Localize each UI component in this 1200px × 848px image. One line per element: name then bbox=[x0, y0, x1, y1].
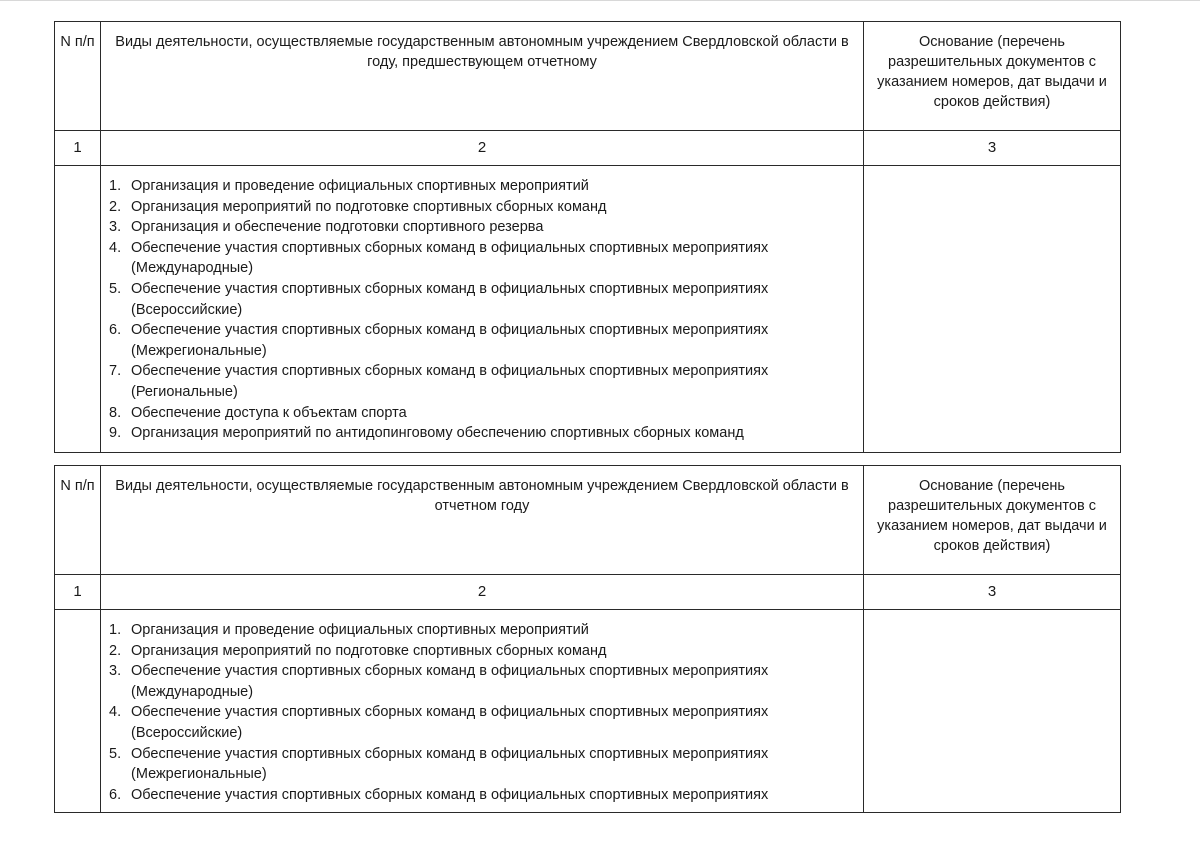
item-number: 5. bbox=[109, 745, 122, 762]
list-item bbox=[107, 217, 855, 238]
item-number: 1. bbox=[109, 622, 122, 638]
item-text: Обеспечение участия спортивных сборных команд в официальных спортивных мероприятиях (Всероссийские) bbox=[131, 280, 769, 318]
column-number-row bbox=[55, 575, 1121, 610]
list-item bbox=[107, 423, 855, 444]
item-text: Обеспечение доступа к объектам спорта bbox=[131, 404, 407, 421]
header-activities: Виды деятельности, осуществляемые государственным автономным учреждением Свердловской области в отчетном году bbox=[101, 466, 864, 575]
column-number-row bbox=[55, 131, 1121, 166]
table-row bbox=[55, 610, 1121, 813]
list-item bbox=[107, 661, 855, 702]
item-number: 7. bbox=[109, 363, 122, 380]
item-number: 2. bbox=[109, 198, 122, 215]
column-number: 3 bbox=[864, 575, 1121, 610]
list-item bbox=[107, 641, 855, 662]
list-item bbox=[107, 702, 855, 743]
list-item bbox=[107, 197, 855, 218]
item-text: Организация мероприятий по антидопинговому обеспечению спортивных сборных команд bbox=[131, 425, 744, 442]
item-number: 6. bbox=[109, 322, 122, 339]
item-text: Организация и проведение официальных спортивных мероприятий bbox=[131, 178, 589, 194]
item-text: Организация мероприятий по подготовке спортивных сборных команд bbox=[131, 198, 607, 215]
list-item bbox=[107, 238, 855, 279]
column-number: 1 bbox=[55, 575, 101, 610]
item-number: 6. bbox=[109, 786, 122, 803]
item-text: Обеспечение участия спортивных сборных команд в официальных спортивных мероприятиях bbox=[131, 786, 769, 803]
column-number: 2 bbox=[101, 131, 864, 166]
column-number: 2 bbox=[101, 575, 864, 610]
item-text: Обеспечение участия спортивных сборных команд в официальных спортивных мероприятиях (Международные) bbox=[131, 239, 769, 277]
basis-cell-empty bbox=[864, 610, 1121, 813]
list-item bbox=[107, 785, 855, 806]
item-text: Обеспечение участия спортивных сборных команд в официальных спортивных мероприятиях (Межрегиональные) bbox=[131, 745, 769, 783]
column-number: 3 bbox=[864, 131, 1121, 166]
item-text: Обеспечение участия спортивных сборных команд в официальных спортивных мероприятиях (Региональные) bbox=[131, 363, 769, 400]
column-number: 1 bbox=[55, 131, 101, 166]
item-text: Обеспечение участия спортивных сборных команд в официальных спортивных мероприятиях (Международные) bbox=[131, 663, 769, 700]
activities-table-previous-year bbox=[54, 21, 1121, 453]
item-text: Обеспечение участия спортивных сборных команд в официальных спортивных мероприятиях (Межрегиональные) bbox=[131, 322, 769, 359]
header-basis: Основание (перечень разрешительных документов с указанием номеров, дат выдачи и сроков действия) bbox=[864, 22, 1121, 131]
item-number: 8. bbox=[109, 404, 122, 421]
list-item bbox=[107, 620, 855, 641]
header-num: N п/п bbox=[55, 22, 101, 131]
basis-cell-empty bbox=[864, 166, 1121, 453]
list-item bbox=[107, 361, 855, 402]
num-cell-empty bbox=[55, 166, 101, 453]
activity-list bbox=[101, 610, 863, 809]
list-item bbox=[107, 320, 855, 361]
list-item bbox=[107, 279, 855, 320]
activities-table-reporting-year bbox=[54, 465, 1121, 813]
item-number: 3. bbox=[109, 219, 122, 236]
item-number: 1. bbox=[109, 178, 122, 194]
num-cell-empty bbox=[55, 610, 101, 813]
list-item bbox=[107, 403, 855, 424]
list-item bbox=[107, 744, 855, 785]
item-number: 9. bbox=[109, 425, 122, 442]
item-number: 5. bbox=[109, 280, 122, 297]
item-text: Обеспечение участия спортивных сборных команд в официальных спортивных мероприятиях (Всероссийские) bbox=[131, 704, 769, 741]
item-text: Организация и обеспечение подготовки спортивного резерва bbox=[131, 219, 544, 236]
item-number: 4. bbox=[109, 239, 122, 256]
table-header-row bbox=[55, 466, 1121, 575]
header-num: N п/п bbox=[55, 466, 101, 575]
table-header-row bbox=[55, 22, 1121, 131]
list-item bbox=[107, 176, 855, 197]
item-number: 4. bbox=[109, 704, 122, 721]
item-number: 3. bbox=[109, 663, 122, 680]
activities-cell bbox=[101, 166, 864, 453]
activity-list bbox=[101, 166, 863, 448]
item-text: Организация и проведение официальных спортивных мероприятий bbox=[131, 622, 589, 638]
item-number: 2. bbox=[109, 642, 122, 659]
activities-cell bbox=[101, 610, 864, 813]
header-basis: Основание (перечень разрешительных документов с указанием номеров, дат выдачи и сроков действия) bbox=[864, 466, 1121, 575]
header-activities: Виды деятельности, осуществляемые государственным автономным учреждением Свердловской области в году, предшествующем отчетному bbox=[101, 22, 864, 131]
item-text: Организация мероприятий по подготовке спортивных сборных команд bbox=[131, 642, 607, 659]
table-row bbox=[55, 166, 1121, 453]
